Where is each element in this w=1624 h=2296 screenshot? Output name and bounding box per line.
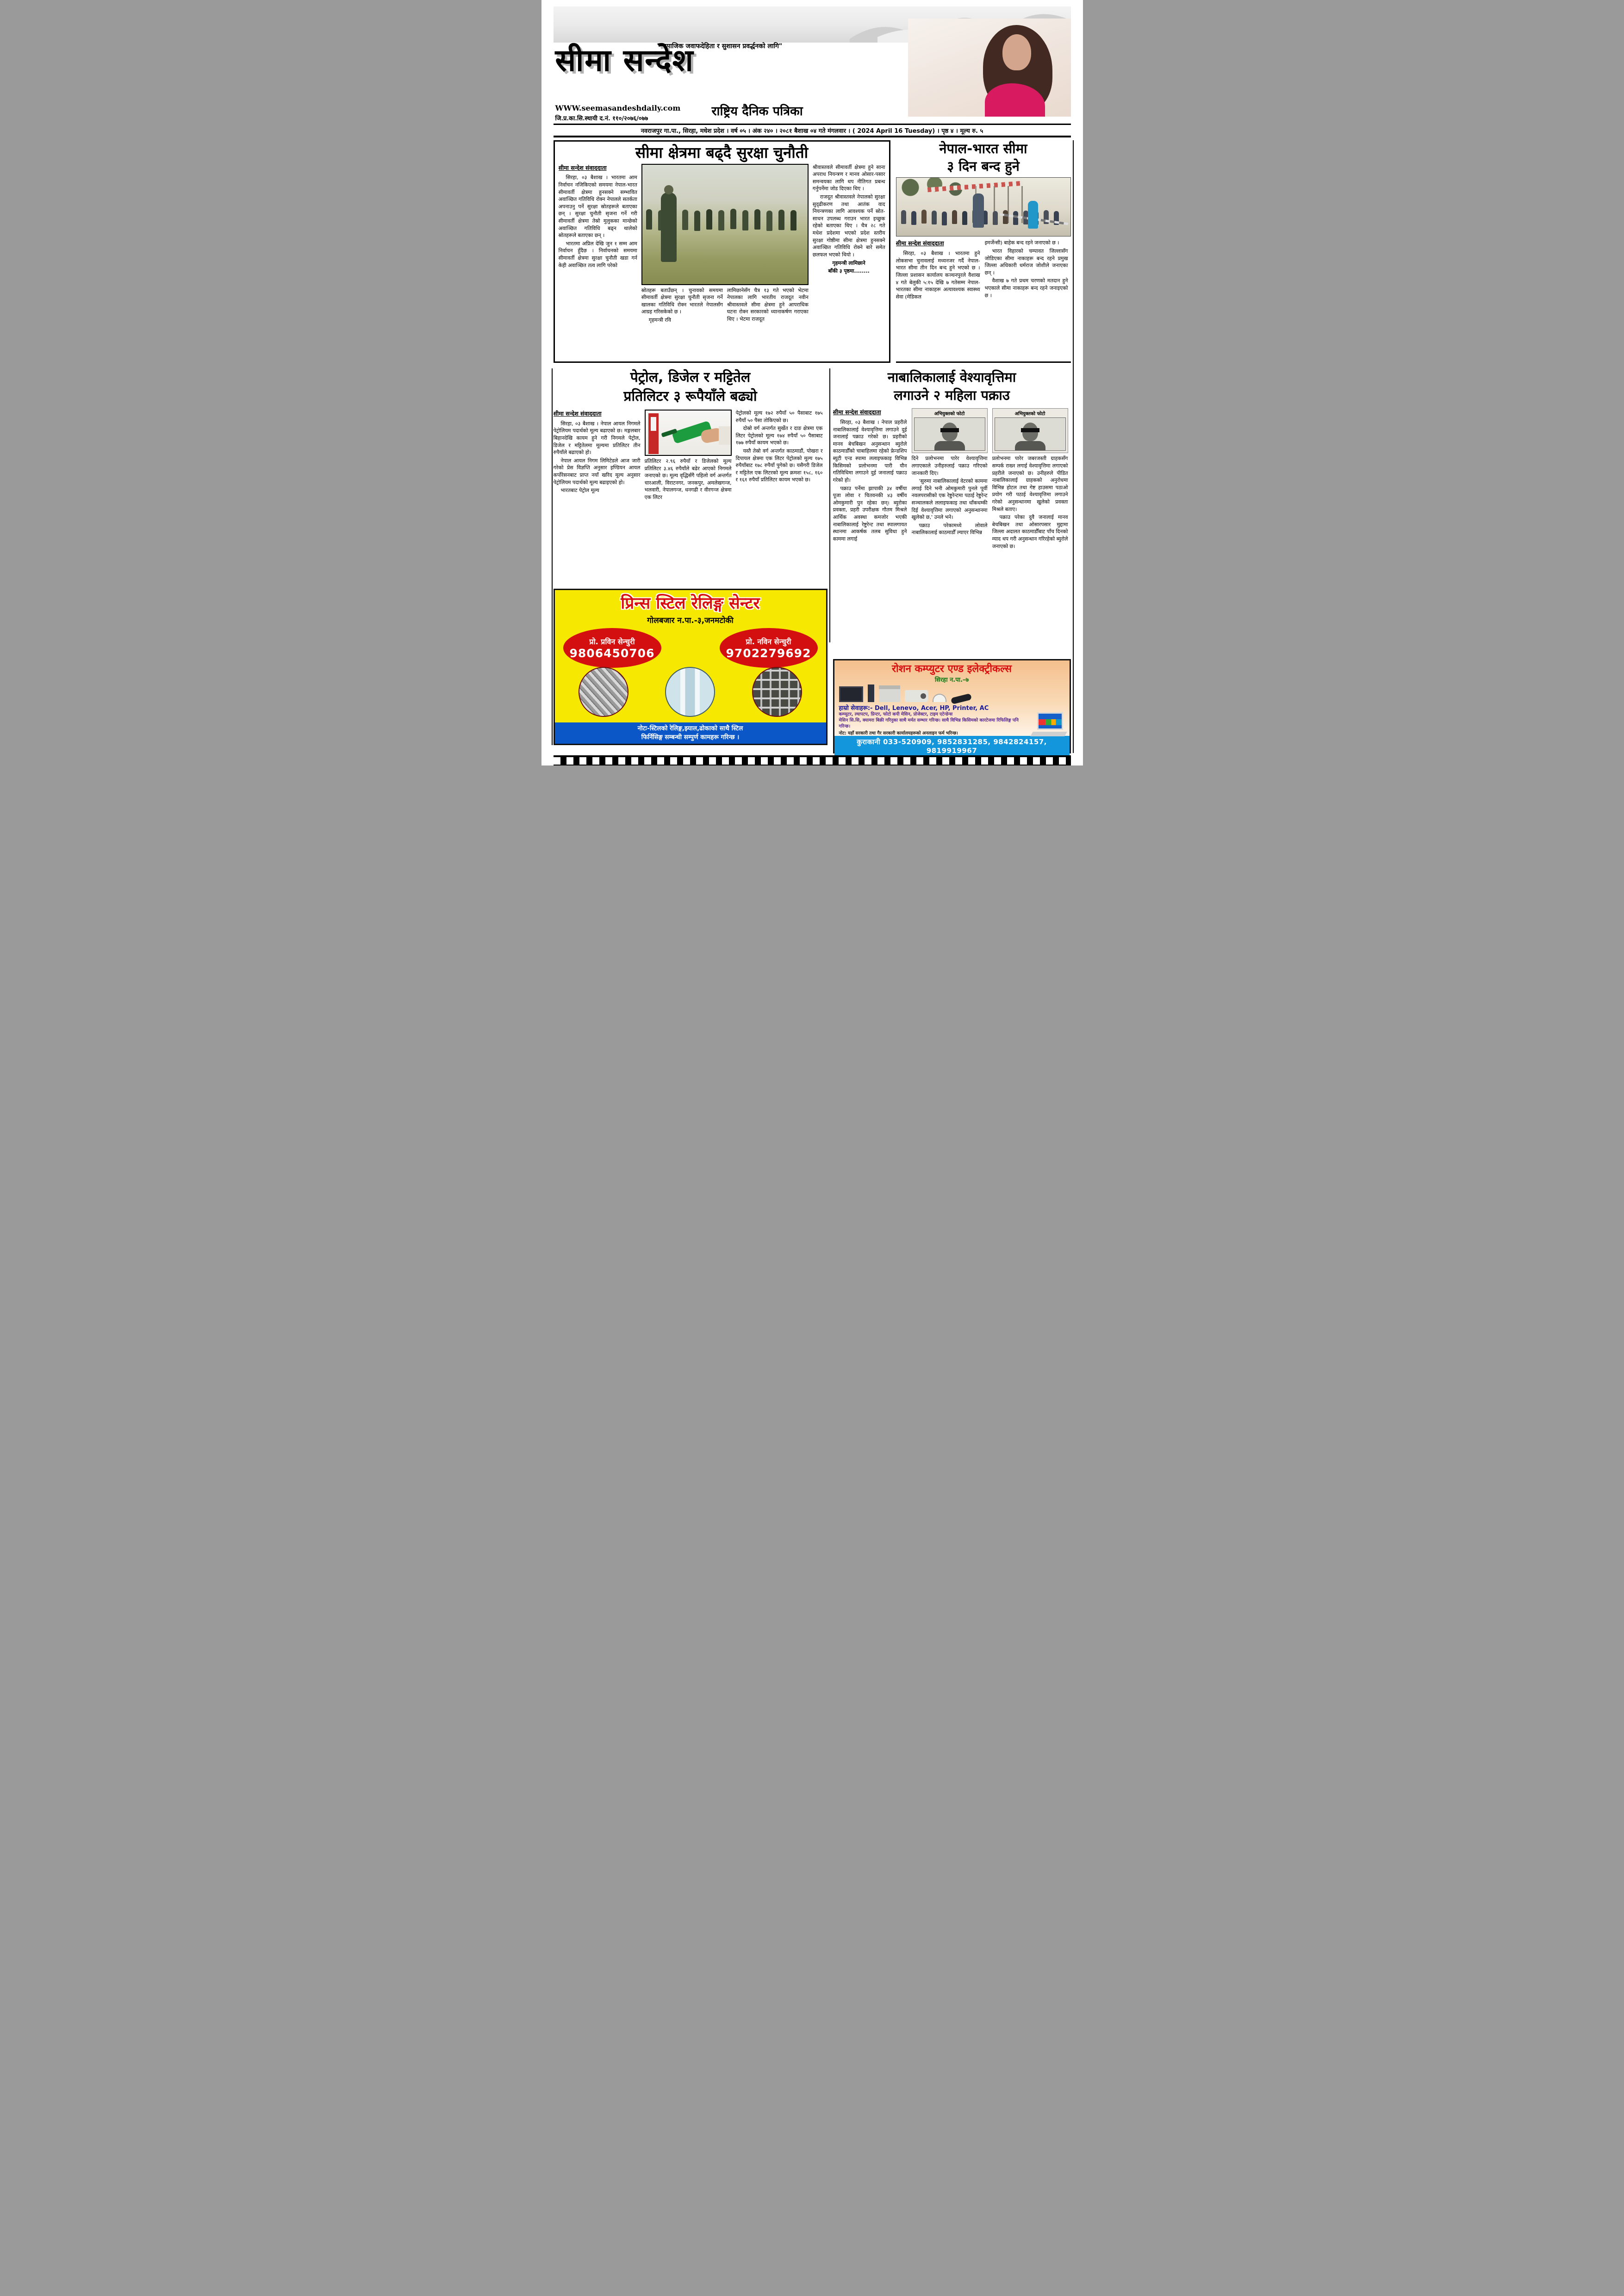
article2-paragraph: सिरहा, ०३ बैशाख । भारतमा हुने लोकसभा चुनावलाई मध्यनजर गर्दै नेपाल-भारत सीमा तीन दिन बन्द हुने भएको छ । जिल्ला प्रशासन कार्यालय कञ्चनपुरले वैशाख ४ गते बेलुकी ५:१५ देखि ७ गतेसम्म नेपाल-भारतका सीमा नाकाहरू अत्यावश्यक स्वास्थ्य सेवा (मेडिकल [896, 250, 980, 300]
article1-paragraph: गृहमन्त्री लामिछाने [832, 260, 865, 266]
article-border-security [554, 140, 890, 363]
mugshot-shoulders-shape [1015, 441, 1045, 451]
window-grill-photo [752, 667, 802, 717]
gate-poles-shape [994, 186, 995, 223]
article3-paragraph: प्रतिलिटर २.९६ रुपैयाँ र डिजेलको मूल्य प्रतिलिटर ३.४६ रुपैयाँले बढेर आएको निगमले जनाएको छ। मूल्य वृद्धिसँगै पहिलो वर्ग अन्तर्गत चारआली, विराटनगर, जनकपुर, अमलेखगन्ज, भलवारी, नेपालगन्ज, धनगढी र वीरगन्ज क्षेत्रमा एक लिटर [644, 458, 732, 501]
mugshot-eyebar-shape [940, 428, 959, 432]
ad2-title: रोशन कम्प्युटर एण्ड इलेक्ट्रीकल्स [891, 663, 1012, 675]
newspaper-page [541, 0, 1083, 765]
mugshot-shoulders-shape [934, 441, 965, 451]
article4-column-3 [992, 408, 1068, 633]
mugshot-eyebar-shape [1021, 428, 1039, 432]
article3-column-2 [645, 410, 732, 580]
ad-steel-railing [554, 589, 828, 745]
man-blue-vest-shape [1028, 201, 1038, 229]
article3-headline-line1: पेट्रोल, डिजेल र मट्टितेल [630, 369, 751, 386]
ad1-title: प्रिन्स स्टिल रेलिङ्ग सेन्टर [621, 594, 760, 613]
registration-number: जि.प्र.का.सि.स्थायी द.नं. ११०/२०७६/०७७ [555, 115, 648, 122]
article2-headline-line1: नेपाल-भारत सीमा [939, 141, 1027, 156]
article1-paragraph: भारतमा अप्रिल देखि जुन १ सम्म आम निर्वाचन हुँदैछ । निर्वाचनको समयमा सीमावर्ती क्षेत्रमा सुरक्षा चुनौती खडा गर्न केही अवाञ्छित तत्व लागि परेको [558, 240, 637, 268]
ad1-proprietor1-badge [563, 628, 661, 668]
article4-paragraph: दिने प्रलोभनमा पारेर वेश्यावृत्तिमा लगाएकाले उनीहरुलाई पक्राउ गरिएको जानकारी दिए। [911, 455, 988, 476]
filmstrip-border [554, 755, 1071, 765]
mugshot-image-2 [995, 417, 1066, 451]
article4-paragraph: पक्राउ पर्नेमा झापाकी ३४ वर्षीया पूजा लोवा र चितवनकी ४३ वर्षीय ओमकुमारी पुन रहेका छन्। ब्युरोका प्रवक्ता, प्रहरी उपरीक्षक गौतम मिश्रले आर्थिक अवस्था कमजोर भएकी नाबालिकालाई रेष्टुरेन्ट तथा स्पालगायत स्थानमा आकर्षक तलब सुविधा हुने काममा लगाई [833, 485, 907, 542]
article2-bottom-rule [896, 361, 1071, 363]
article2-column-2 [985, 239, 1068, 359]
article-border-closed [896, 140, 1071, 363]
masthead-tagline: "सामाजिक जवाफदेहिता र सुशासन प्रवर्द्धनको लागि" [657, 43, 783, 50]
ad2-services-line: हाम्रो सेवाहरू:- Dell, Lenevo, Acer, HP, Printer, AC [839, 705, 989, 712]
website-url: WWW.seemasandeshdaily.com [555, 104, 681, 112]
pc-tower-image [868, 684, 874, 702]
mugshot-caption: अभियुक्तको फोटो [934, 411, 965, 417]
ad1-note-bar [555, 722, 826, 744]
article2-headline-line2: ३ दिन बन्द हुने [947, 158, 1020, 174]
dateline: नवराजपुर गा.पा., सिरहा, मधेश प्रदेश । वर्ष ०५ । अंक २४० । २०८१ बैशाख ०४ गते मंगलवार । ( 2024 April 16 Tuesday) । पृष्ठ ४ । मूल्य रु. ५ [641, 128, 983, 135]
model-face-shape [1002, 34, 1031, 70]
glass-door-photo [665, 667, 715, 717]
article3-column-1 [554, 410, 641, 580]
article3-column-3 [736, 410, 823, 580]
ad-computer-electricals [833, 659, 1071, 753]
front-soldier-head-shape [664, 185, 673, 194]
article2-byline: सीमा सन्देश संवाददाता [896, 240, 944, 247]
article3-paragraph: पेट्रोलको मूल्य १७२ रुपैयाँ ५० पैसाबाट १७५ रुपैयाँ ५० पैसा तोकिएको छ। [735, 410, 823, 423]
railing-photo [579, 667, 628, 717]
front-soldier-shape [661, 193, 677, 262]
ad1-proprietor2-phone: 9702279692 [726, 646, 811, 660]
ad1-note-line1: नोटः-स्टिलको रेलिङ्ग,झ्याल,ढोकाको साथै स्टिल [637, 725, 743, 733]
column-divider [829, 368, 830, 642]
article2-paragraph: इमर्जेन्सी) बाहेक बन्द रहने जनाएको छ । [984, 240, 1059, 246]
ad1-proprietor2-badge [720, 628, 818, 668]
printer-image [879, 685, 900, 702]
article3-paragraph: यस्तै तेस्रो वर्ग अन्तर्गत काठमाडौं, पोखरा र दिपायल क्षेत्रमा एक लिटर पेट्रोलको मूल्य १७५ रुपैयाँबाट १७८ रुपैयाँ पुगेको छ। यसैगरी डिजेल र मट्टितेल एक लिटरको मूल्य क्रमशः १५८, १६० र १६१ रुपैयाँ प्रतिलिटर कायम भएको छ। [735, 448, 823, 483]
mugshot-photo-2 [992, 408, 1068, 453]
article4-headline-line1: नाबालिकालाई वेश्यावृत्तिमा [887, 369, 1016, 385]
article1-continued-note: बाँकी ३ पृष्ठमा........ [828, 268, 870, 274]
fuel-nozzle-photo [645, 410, 732, 456]
article4-column-2 [912, 408, 988, 633]
article1-column-4 [813, 164, 885, 357]
article2-paragraph: वैशाख ७ गते प्रथम चरणको मतदान हुने भएकाले सीमा नाकाहरू बन्द रहने जनाइएको छ । [984, 278, 1068, 299]
article3-paragraph: भारतबाट पेट्रोल मूल्य [560, 487, 599, 494]
ad1-note-line2: फिर्निसिङ्ग सम्बन्धी सम्पुर्ण कामहरू गरिन्छ । [641, 734, 740, 741]
page-right-rule [1073, 140, 1074, 753]
ad1-address: गोलबजार न.पा.-३,जनमटोकी [647, 616, 734, 625]
dome-camera-image [933, 694, 946, 702]
mugshot-image-1 [914, 417, 985, 451]
article4-paragraph: पक्राउ परेकामध्ये लोवाले नाबालिकालाई काठमाडौँ ल्याएर विभिन्न [911, 522, 988, 536]
newspaper-title: सीमा सन्देश [555, 43, 694, 78]
article1-paragraph: लामिछानेसँग चैत्र १३ गते भएको भेटमा नेपालका लागि भारतीय राजदूत नवीन श्रीवास्तवले सीमा क्षेत्रमा हुने आपराधिक घटना रोक्न सरकारको ध्यानाकर्षण गराएका थिए । भेटमा राजदूत [727, 287, 809, 323]
ad1-proprietor1-name: प्रो. प्रविन सेन्चुरी [589, 637, 635, 646]
trees-shape [896, 178, 966, 210]
article-trafficking-arrest [833, 368, 1071, 642]
ad1-proprietor1-phone: 9806450706 [569, 646, 655, 660]
article3-paragraph: नेपाल आयल निगम लिमिटेडले आज जारी गरेको प्रेस विज्ञप्ति अनुसार इण्डियन आयल कर्पोरेसनबाट प्राप्त नयाँ खरिद मूल्य अनुसार पेट्रोलियम पदार्थको मूल्य बढाइएको हो। [553, 457, 641, 485]
sleeve-shape [719, 426, 731, 445]
projector-image [905, 690, 928, 702]
border-crossing-photo [896, 177, 1071, 236]
laptop-image [1032, 712, 1066, 736]
article4-headline-line2: लगाउने २ महिला पक्राउ [894, 387, 1010, 404]
model-photo [908, 19, 1071, 117]
laptop-screen-shape [1037, 712, 1063, 730]
ad2-description-1: कम्प्युटर, ल्यापटप, प्रिन्टर, फोटो कपी मेसिन, प्रोजेक्टर, टाइम एटेन्डेन्स [839, 712, 953, 717]
article4-byline: सीमा सन्देश संवाददाता [833, 409, 881, 416]
article1-paragraph: गृहमन्त्री रवि [648, 317, 671, 324]
article3-headline-line2: प्रतिलिटर ३ रूपैयाँले बढ्यो [623, 388, 757, 404]
laptop-base-shape [1030, 732, 1067, 736]
army-patrol-photo [641, 164, 809, 285]
article4-paragraph: पक्राउ परेका दुवै जनालाई मानव बेचबिखन तथा ओसारपसार मुद्दामा जिल्ला अदालत काठमाडौँबाट पाँच दिनको म्याद थप गरी अनुसन्धान गरिरहेको ब्युरोले जनाएको छ। [992, 514, 1068, 549]
article-fuel-price [554, 368, 828, 586]
article1-paragraph: श्रीवास्तवले सीमावर्ती क्षेत्रमा हुने साना अपराध नियन्त्रण र मानव ओसार-पसार समन्वयका लागि थप नीतिगत प्रबन्ध गर्नुपर्नेमा जोड दिएका थिए । [812, 164, 885, 192]
fuel-pump-display-shape [651, 417, 656, 431]
article3-paragraph: दोस्रो वर्ग अन्तर्गत सुर्खेत र दाङ क्षेत्रमा एक लिटर पेट्रोलको मूल्य १७४ रुपैयाँ ५० पैसाबाट १७७ रुपैयाँ कायम भएको छ। [735, 425, 823, 446]
article1-paragraph: राजदूत श्रीवास्तवले नेपालको सुरक्षा सुदृढीकरण तथा आतंक वाद नियन्त्रणका लागि आवश्यक पर्ने स्रोत-साधन उपलब्ध गराउन भारत इच्छुक रहेको बताएका थिए । चैत्र २८ गते मधेश प्रदेशमा भएको प्रदेश स्तरीय सुरक्षा गोष्ठीमा सीमा क्षेत्रमा हुनसक्ने अवाञ्छित गतिविधि रोक्ने बारे समेत छलफल भएको थियो । [812, 194, 885, 258]
header-rule-bottom [554, 136, 1071, 137]
article4-paragraph: सिरहा, ०३ बैशाख । नेपाल प्रहरीले नाबालिकालाई वेश्यावृत्तिमा लगाउने दुई जनालाई पक्राउ गरेको छ। प्रहरीको मानव बेचबिखन अनुसन्धान ब्युरोले काठमाडौँको चाबाहिलमा रहेको फ्रेन्डशिप ब्युटी एन्ड स्पामा ललाइफकाइ विभिन्न किसिमको प्रलोभनमा पारी यौन गतिविधिमा लगाउने दुई जनालाई पक्राउ गरेको हो। [833, 419, 907, 483]
article2-column-1 [896, 239, 980, 359]
article1-column-3 [727, 287, 809, 357]
soldiers-row-shape [646, 209, 652, 230]
newspaper-subtitle: राष्ट्रिय दैनिक पत्रिका [711, 104, 803, 118]
article3-paragraph: सिरहा, ०३ बैशाख । नेपाल आयल निगमले पेट्रोलियम पदार्थको मूल्य बढाएको छ। मङ्गलबार बिहानदेखि कायम हुने गरी निगमले पेट्रोल, डिजेल र मट्टितेलमा मूल्यमा प्रतिलिटर तीन रुपैयाँले बढाएको हो। [553, 420, 641, 456]
ad1-proprietor2-name: प्रो. नविन सेन्चुरी [746, 637, 791, 646]
article4-paragraph: प्रलोभनमा पारेर जबरजस्ती ग्राहकसँग सम्पर्क राख्न लगाई वेश्यावृत्तिमा लगाएको प्रहरीले जनाएको छ। उनीहरुले पीडित नाबालिकालाई ग्राहकको अनुरोधमा विभिन्न होटल तथा गेष्ट हाउसमा पठाओ प्रयोग गरी पठाई वेश्यावृत्तिमा लगाउने गरेको अनुसन्धानमा खुलेको प्रवक्ता मिश्रले बताए। [992, 455, 1068, 512]
article1-column-2 [641, 287, 723, 357]
article3-byline: सीमा सन्देश संवाददाता [553, 410, 602, 417]
mugshot-photo-1 [912, 408, 988, 453]
article1-paragraph: सिरहा, ०३ बैशाख । भारतमा आम निर्वाचन नजिकिएको समयमा नेपाल-भारत सीमावर्ती क्षेत्रमा हुनसक्ने सम्भावित अवाञ्छित गतिविधि रोक्न नेपालले सतर्कता अपनाउनु पर्ने सुरक्षा स्रोतहरूले बताएका छन् । सुरक्षा चुनौती सृजना गर्ने गरी सीमावर्ती क्षेत्रमा तेस्रो मुलुकका मान्छेको अवाञ्छित गतिविधि बढ्न थालेको स्रोतहरूले बताएका छन् । [558, 174, 637, 239]
ad2-contact-bar: कुराकानी 033-520909, 9852831285, 9842824157, 9819919967 [834, 736, 1070, 756]
ad2-description-2: मेसिन सि.सि, क्यामरा बिक्री गरिनुका साथै मर्मत सम्भार गरिन्छ। साथै विभिन्न किसिमको कारटेजमा रिफिलिङ्ग पनि गरिन्छ। [839, 717, 1019, 729]
article4-column-1 [833, 408, 907, 633]
article2-paragraph: भारत विहारको चम्पावत जिल्लासँग जोडिएका सीमा नाकाहरू बन्द रहने प्रमुख जिल्ला अधिकारी धर्मराज जोशीले जनाएका छन् । [984, 248, 1068, 276]
electronics-photo-band [834, 684, 1070, 703]
mugshot-caption: अभियुक्तको फोटो [1014, 411, 1045, 417]
article1-headline: सीमा क्षेत्रमा बढ्दै सुरक्षा चुनौती [635, 143, 809, 162]
monitor-image [839, 686, 863, 702]
police-soldier-shape [973, 193, 984, 228]
page-left-rule [552, 368, 553, 745]
ad2-address: सिरहा न.पा.–७ [934, 677, 969, 684]
header-rule-top [554, 124, 1071, 125]
crowd-shape [901, 210, 906, 224]
article4-paragraph: 'सुरुमा नाबालिकालाई वेटरको काममा लगाई दिने भनी ओमकुमारी पुनले पूर्वी नवलपरासीको एक रेष्टुरेन्टमा पठाई रेष्टुरेन्ट सञ्चालकले ललाइफकाइ तथा धाँकधम्की दिई वेश्यावृत्तिमा लगाएको अनुसन्धानमा खुलेको छ,' उनले भने। [911, 478, 988, 521]
article1-column-1 [559, 164, 637, 357]
article1-paragraph: स्रोतहरू बताउँछन् । चुनावको समयमा सीमावर्ती क्षेत्रमा सुरक्षा चुनौती सृजना गर्ने खालका गतिविधि रोक्न भारतले नेपालसँग आग्रह गरिसकेको छ । [641, 287, 723, 315]
article1-byline: सीमा सन्देश संवाददाता [558, 164, 607, 171]
ad2-note: नोट: यहाँ सरकारी तथा गैर सरकारी कार्यालयहरूको अनलाइन फर्म भरिन्छ। [839, 731, 958, 736]
